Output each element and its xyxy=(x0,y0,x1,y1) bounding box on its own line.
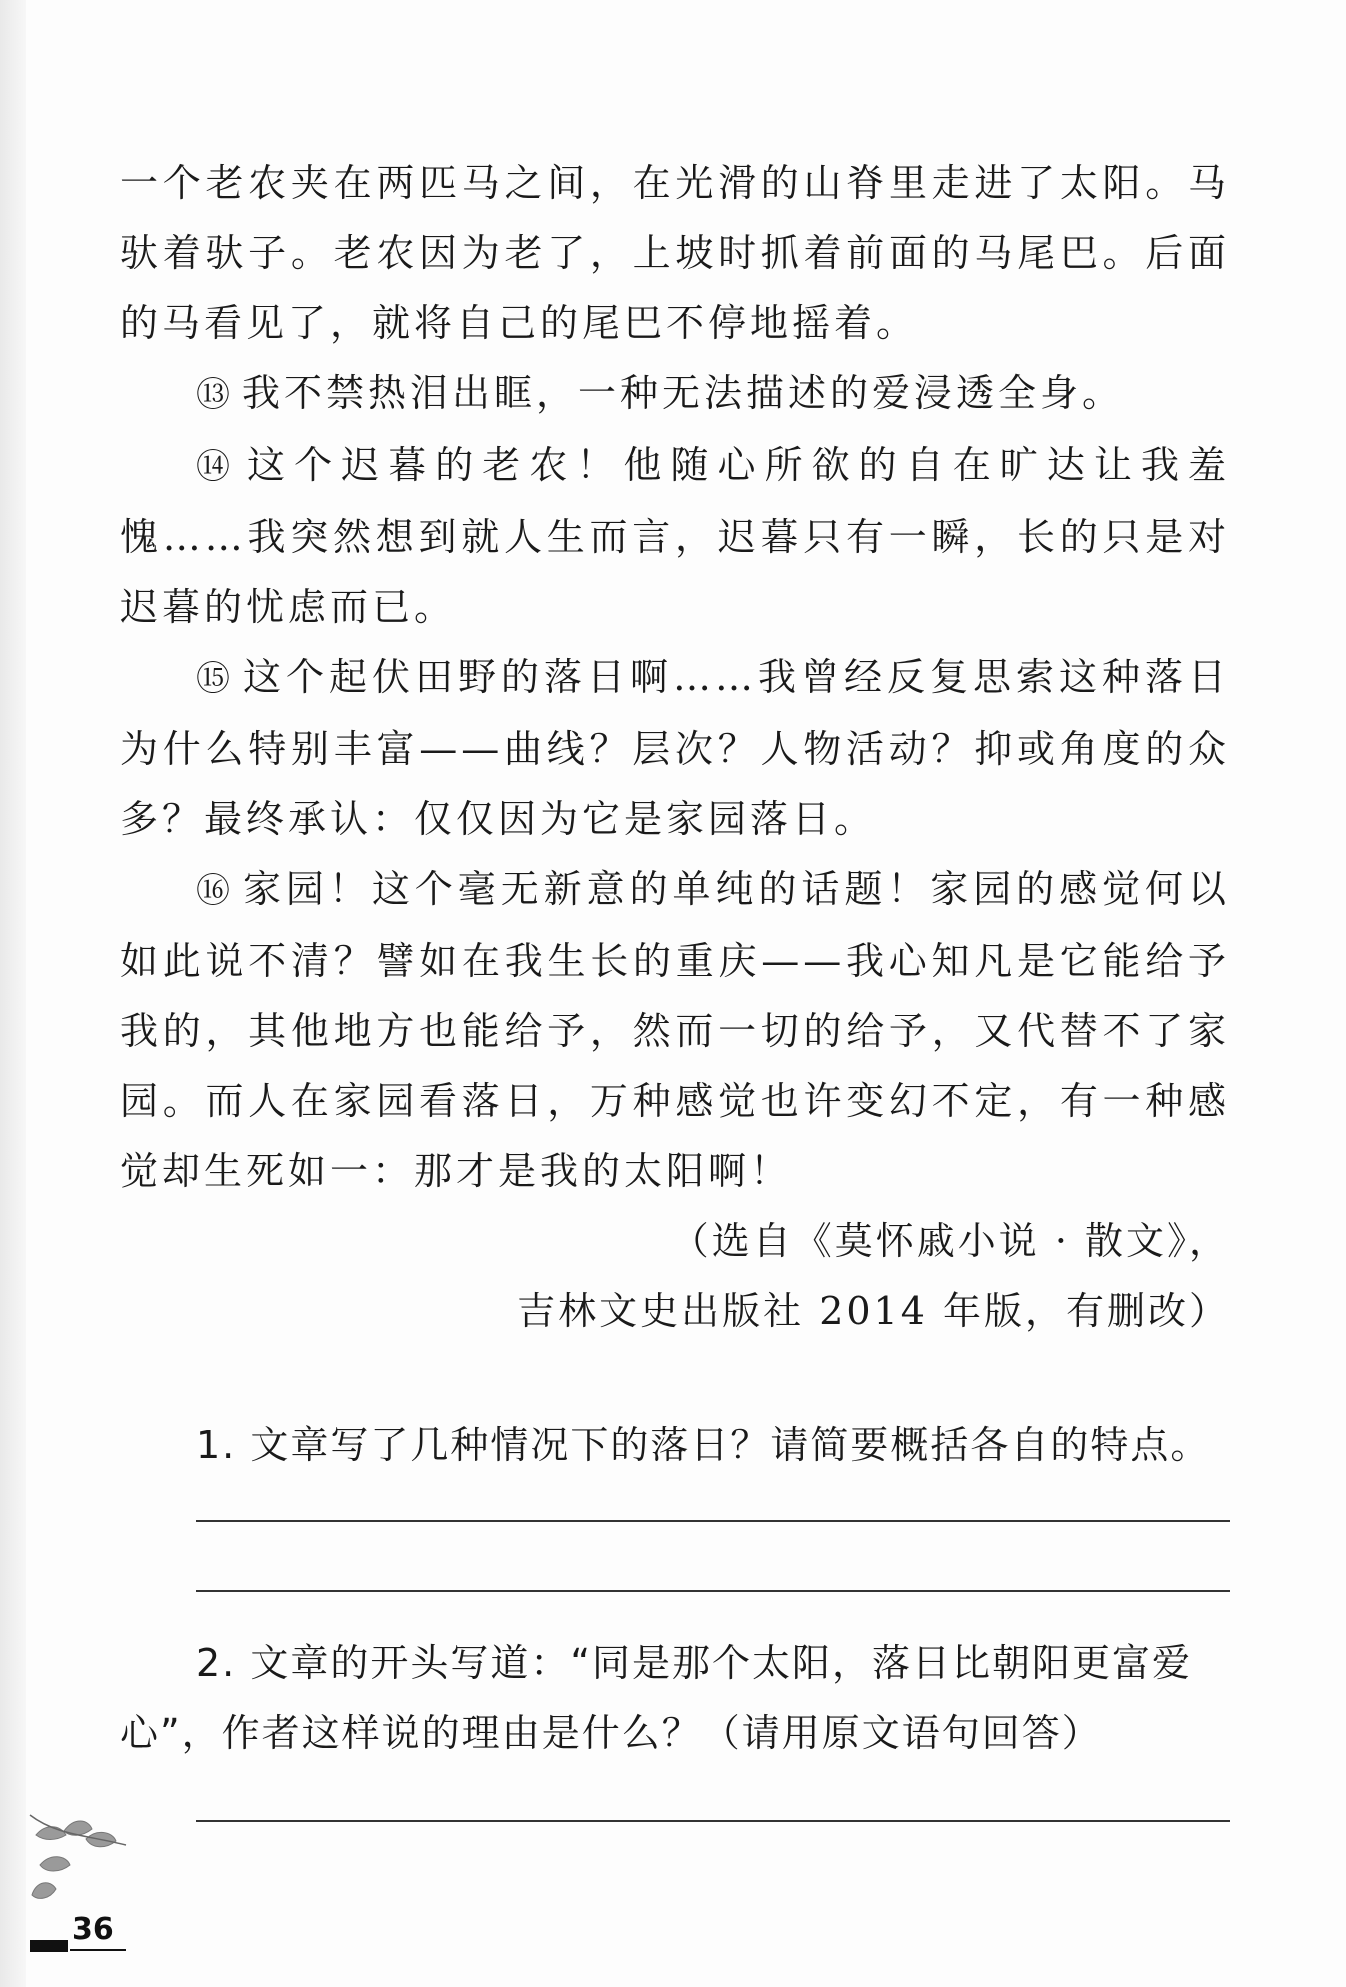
page-number-bar xyxy=(30,1940,68,1952)
page-edge xyxy=(0,0,26,1987)
paragraph-15 xyxy=(120,642,1230,854)
questions-section xyxy=(120,1410,1230,1822)
paragraph-number: ⑯ xyxy=(196,871,235,911)
leaf-decoration-icon xyxy=(26,1795,146,1915)
paragraph-text: 这个迟暮的老农！他随心所欲的自在旷达让我羞愧……我突然想到就人生而言，迟暮只有一瞬，长的只是对迟暮的忧虑而已。 xyxy=(120,443,1230,629)
question-2: 2. 文章的开头写道：“同是那个太阳，落日比朝阳更富爱心”，作者这样说的理由是什么？（请用原文语句回答） xyxy=(120,1641,1193,1755)
paragraph-13 xyxy=(120,358,1230,430)
paragraph-number: ⑮ xyxy=(196,659,235,699)
article-body xyxy=(120,148,1230,1346)
paragraph-14 xyxy=(120,430,1230,642)
paragraph-text: 我不禁热泪出眶，一种无法描述的爱浸透全身。 xyxy=(242,371,1125,415)
paragraph-number: ⑬ xyxy=(196,375,234,415)
source-citation-line1: （选自《莫怀戚小说 · 散文》， xyxy=(670,1219,1230,1263)
paragraph-continued: 一个老农夹在两匹马之间，在光滑的山脊里走进了太阳。马驮着驮子。老农因为老了，上坡时抓着前面的马尾巴。后面的马看见了，就将自己的尾巴不停地摇着。 xyxy=(120,161,1230,345)
paragraph-number: ⑭ xyxy=(196,447,240,487)
paragraph-16 xyxy=(120,854,1230,1206)
question-1: 1. 文章写了几种情况下的落日？请简要概括各自的特点。 xyxy=(196,1423,1211,1467)
source-citation-line2: 吉林文史出版社 2014 年版，有删改） xyxy=(517,1289,1230,1333)
page-number-rule xyxy=(70,1949,126,1951)
answer-line[interactable] xyxy=(196,1520,1230,1522)
paragraph-text: 这个起伏田野的落日啊……我曾经反复思索这种落日为什么特别丰富——曲线？层次？人物活动？抑或角度的众多？最终承认：仅仅因为它是家园落日。 xyxy=(120,655,1230,841)
answer-line[interactable] xyxy=(196,1820,1230,1822)
page-number: 36 xyxy=(72,1912,114,1947)
paragraph-text: 家园！这个毫无新意的单纯的话题！家园的感觉何以如此说不清？譬如在我生长的重庆——我心知凡是它能给予我的，其他地方也能给予，然而一切的给予，又代替不了家园。而人在家园看落日，万种感觉也许变幻不定，有一种感觉却生死如一：那才是我的太阳啊！ xyxy=(120,867,1230,1193)
